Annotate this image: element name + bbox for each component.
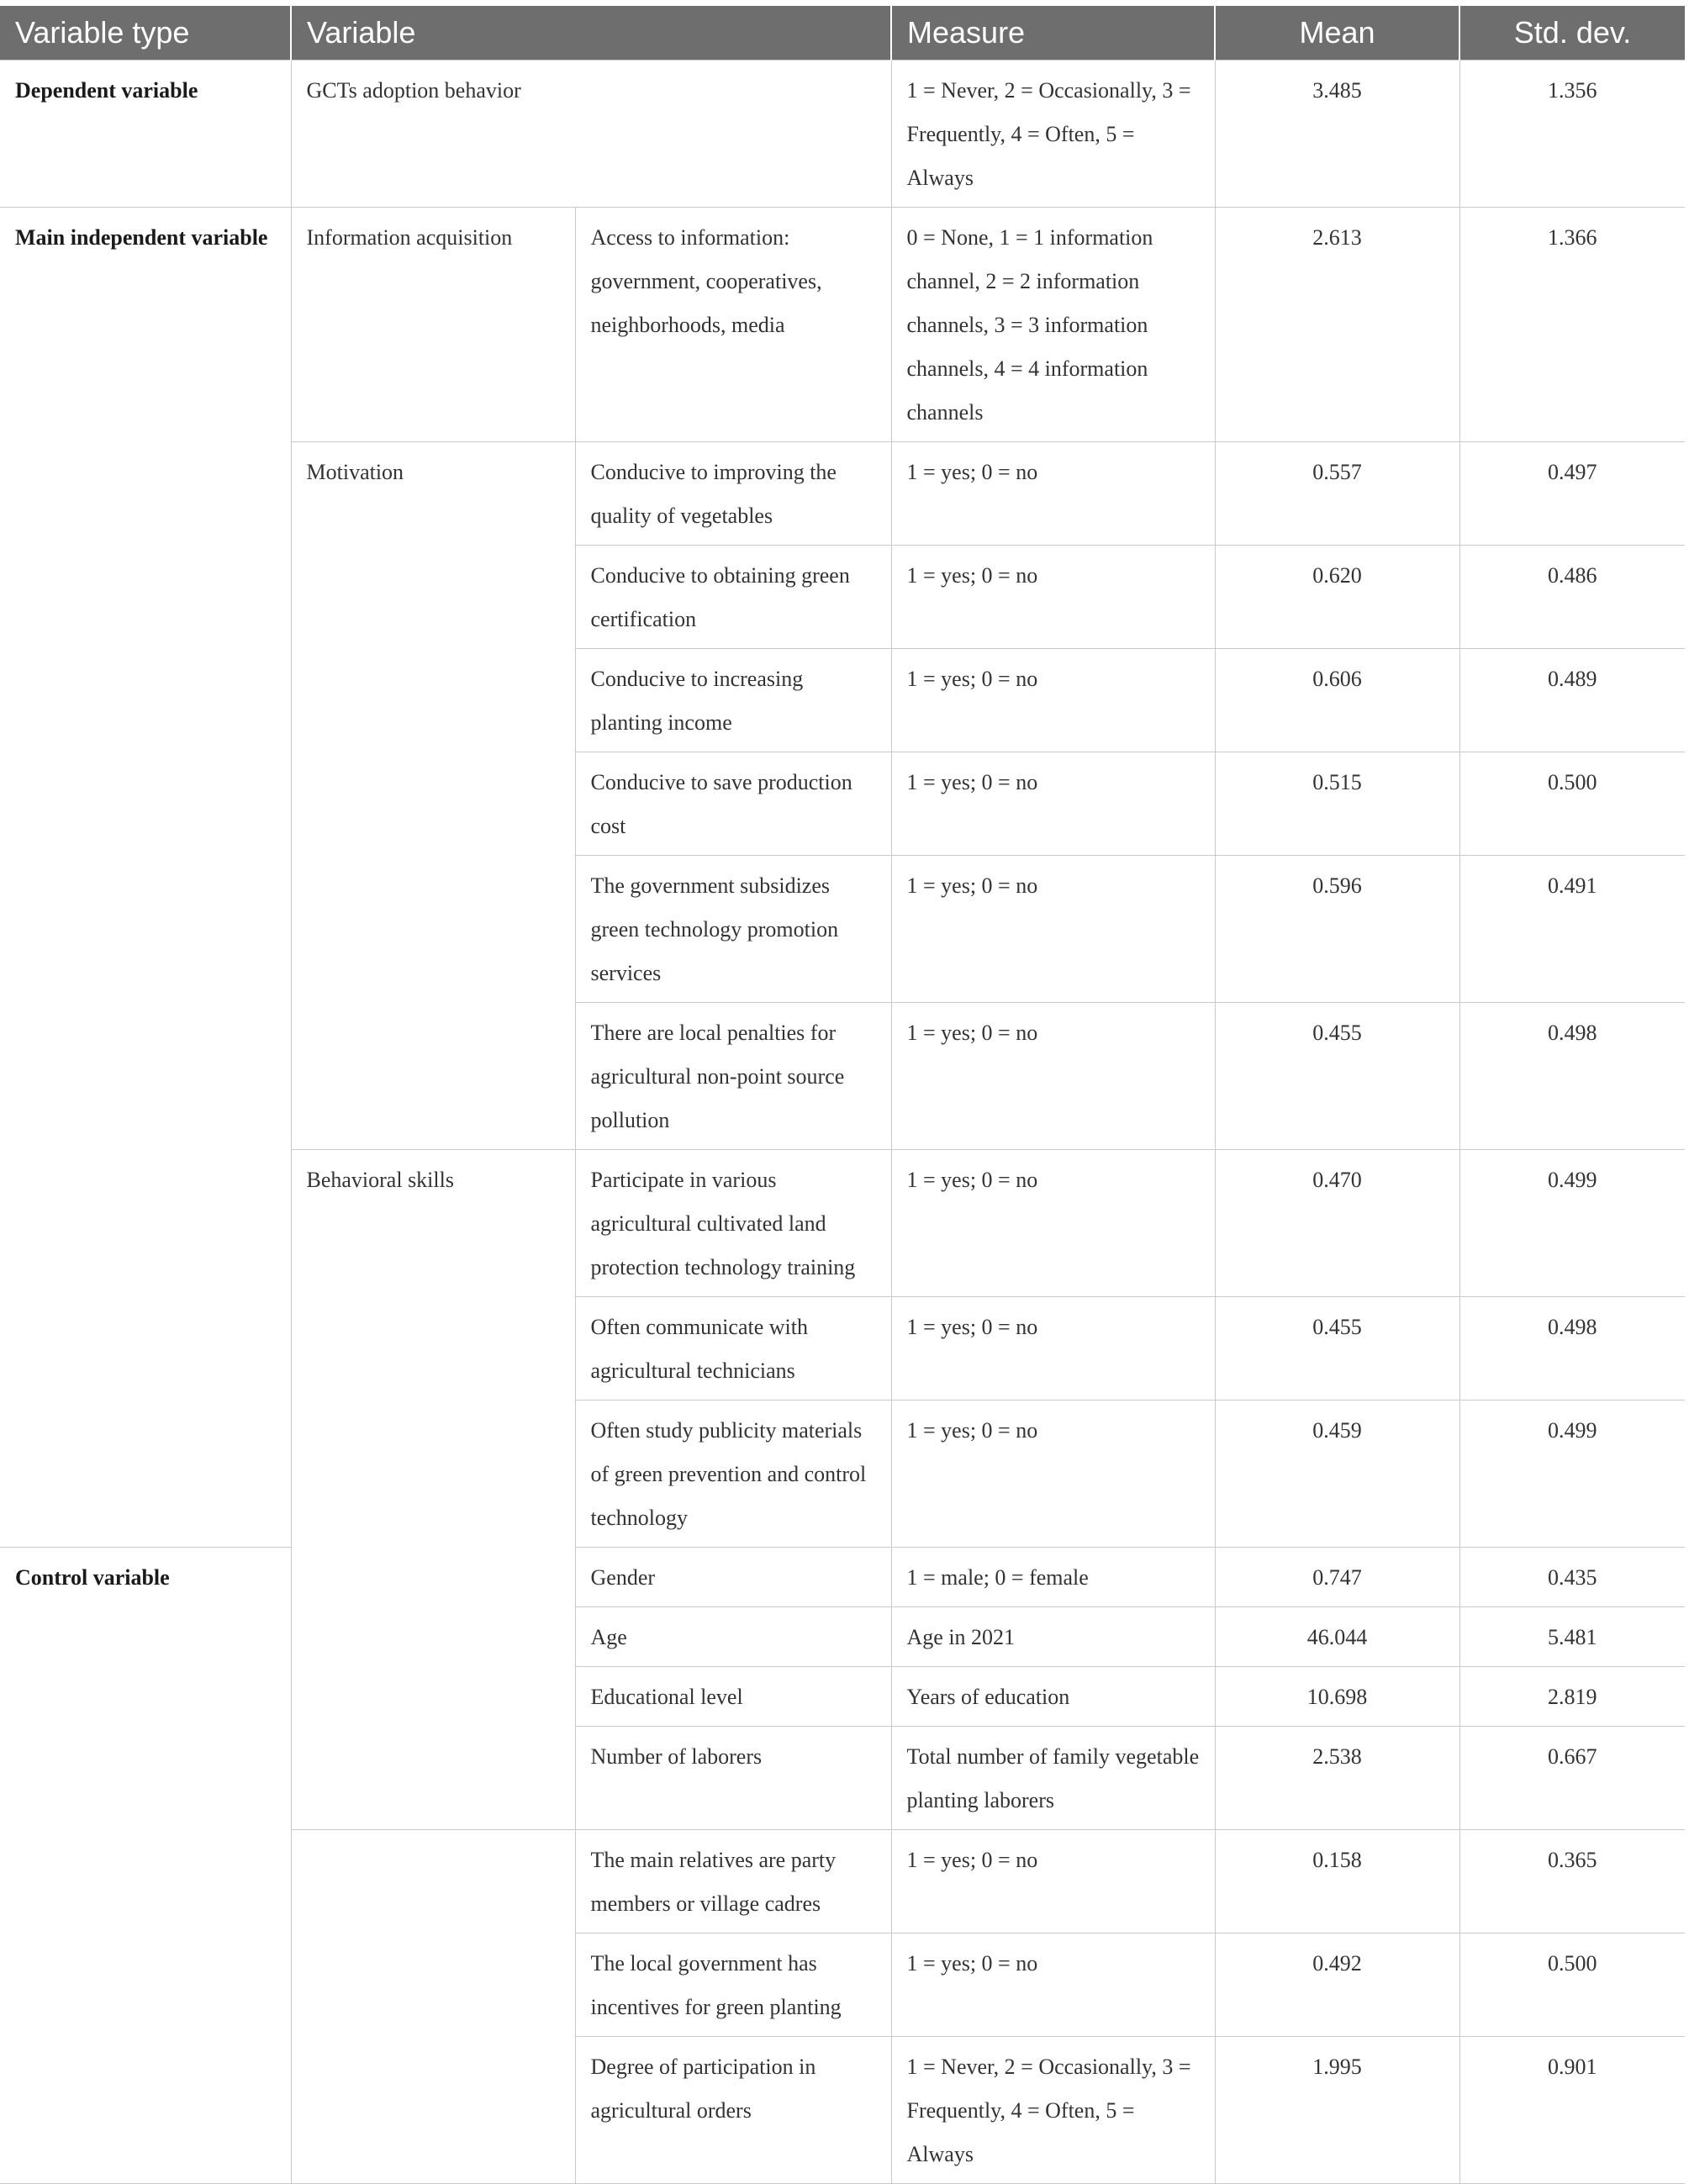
- measure-cell: 1 = yes; 0 = no: [891, 545, 1215, 648]
- mean-cell: 1.995: [1215, 2036, 1459, 2183]
- sd-cell: 0.489: [1459, 648, 1685, 752]
- sd-cell: 0.500: [1459, 1933, 1685, 2036]
- sd-cell: 0.498: [1459, 1002, 1685, 1149]
- table-row: [0, 207, 1685, 441]
- item-cell: Number of laborers: [575, 1726, 891, 1829]
- measure-cell: 0 = None, 1 = 1 information channel, 2 = 2 information channels, 3 = 3 information channels, 4 = 4 information channels: [891, 207, 1215, 441]
- mean-cell: 0.455: [1215, 1002, 1459, 1149]
- mean-cell: 0.470: [1215, 1149, 1459, 1296]
- item-cell: Participate in various agricultural cultivated land protection technology training: [575, 1149, 891, 1296]
- variable-type-control: Control variable: [0, 1547, 291, 2183]
- sd-cell: 0.498: [1459, 1296, 1685, 1400]
- table-row: [0, 60, 1685, 207]
- header-variable: Variable: [291, 6, 891, 60]
- item-cell: Conducive to obtaining green certification: [575, 545, 891, 648]
- measure-cell: 1 = yes; 0 = no: [891, 1829, 1215, 1933]
- item-cell: The local government has incentives for green planting: [575, 1933, 891, 2036]
- sd-cell: 0.491: [1459, 855, 1685, 1002]
- sd-cell: 0.499: [1459, 1149, 1685, 1296]
- item-cell: There are local penalties for agricultural non-point source pollution: [575, 1002, 891, 1149]
- sd-cell: 5.481: [1459, 1606, 1685, 1666]
- header-variable-type: Variable type: [0, 6, 291, 60]
- sd-cell: 2.819: [1459, 1666, 1685, 1726]
- variable-type-main-independent: Main independent variable: [0, 207, 291, 1547]
- measure-cell: 1 = yes; 0 = no: [891, 1400, 1215, 1547]
- table-header-row: [0, 6, 1685, 60]
- variable-type-dependent: Dependent variable: [0, 60, 291, 207]
- mean-cell: 3.485: [1215, 60, 1459, 207]
- variable-group-information-acquisition: Information acquisition: [291, 207, 575, 441]
- mean-cell: 0.620: [1215, 545, 1459, 648]
- measure-cell: 1 = Never, 2 = Occasionally, 3 = Frequently, 4 = Often, 5 = Always: [891, 2036, 1215, 2183]
- measure-cell: Age in 2021: [891, 1606, 1215, 1666]
- item-cell: Conducive to increasing planting income: [575, 648, 891, 752]
- measure-cell: 1 = yes; 0 = no: [891, 648, 1215, 752]
- mean-cell: 0.455: [1215, 1296, 1459, 1400]
- item-cell: Degree of participation in agricultural orders: [575, 2036, 891, 2183]
- measure-cell: 1 = yes; 0 = no: [891, 1296, 1215, 1400]
- item-cell: Often communicate with agricultural technicians: [575, 1296, 891, 1400]
- item-cell: Often study publicity materials of green prevention and control technology: [575, 1400, 891, 1547]
- header-mean: Mean: [1215, 6, 1459, 60]
- sd-cell: 0.901: [1459, 2036, 1685, 2183]
- mean-cell: 2.613: [1215, 207, 1459, 441]
- measure-cell: 1 = yes; 0 = no: [891, 1002, 1215, 1149]
- mean-cell: 46.044: [1215, 1606, 1459, 1666]
- measure-cell: 1 = male; 0 = female: [891, 1547, 1215, 1606]
- mean-cell: 0.557: [1215, 441, 1459, 545]
- mean-cell: 0.515: [1215, 752, 1459, 855]
- item-cell: Conducive to save production cost: [575, 752, 891, 855]
- measure-cell: 1 = yes; 0 = no: [891, 1933, 1215, 2036]
- sd-cell: 0.435: [1459, 1547, 1685, 1606]
- header-measure: Measure: [891, 6, 1215, 60]
- mean-cell: 0.459: [1215, 1400, 1459, 1547]
- mean-cell: 0.747: [1215, 1547, 1459, 1606]
- mean-cell: 0.596: [1215, 855, 1459, 1002]
- measure-cell: 1 = yes; 0 = no: [891, 441, 1215, 545]
- header-std-dev: Std. dev.: [1459, 6, 1685, 60]
- measure-cell: 1 = Never, 2 = Occasionally, 3 = Frequently, 4 = Often, 5 = Always: [891, 60, 1215, 207]
- sd-cell: 0.500: [1459, 752, 1685, 855]
- item-cell: Educational level: [575, 1666, 891, 1726]
- mean-cell: 2.538: [1215, 1726, 1459, 1829]
- measure-cell: 1 = yes; 0 = no: [891, 752, 1215, 855]
- mean-cell: 0.492: [1215, 1933, 1459, 2036]
- sd-cell: 0.499: [1459, 1400, 1685, 1547]
- item-cell: The government subsidizes green technology promotion services: [575, 855, 891, 1002]
- variable-group-behavioral-skills: Behavioral skills: [291, 1149, 575, 1829]
- measure-cell: 1 = yes; 0 = no: [891, 1149, 1215, 1296]
- variable-group-motivation: Motivation: [291, 441, 575, 1149]
- item-cell: Conducive to improving the quality of vegetables: [575, 441, 891, 545]
- mean-cell: 0.606: [1215, 648, 1459, 752]
- sd-cell: 0.497: [1459, 441, 1685, 545]
- measure-cell: Years of education: [891, 1666, 1215, 1726]
- sd-cell: 0.365: [1459, 1829, 1685, 1933]
- sd-cell: 0.667: [1459, 1726, 1685, 1829]
- sd-cell: 1.366: [1459, 207, 1685, 441]
- variable-group-empty: [291, 1829, 575, 2183]
- table-row: [0, 1547, 1685, 1606]
- variables-table: [0, 6, 1685, 2184]
- sd-cell: 1.356: [1459, 60, 1685, 207]
- measure-cell: Total number of family vegetable planting laborers: [891, 1726, 1215, 1829]
- item-cell: Age: [575, 1606, 891, 1666]
- item-cell: The main relatives are party members or village cadres: [575, 1829, 891, 1933]
- measure-cell: 1 = yes; 0 = no: [891, 855, 1215, 1002]
- mean-cell: 10.698: [1215, 1666, 1459, 1726]
- variable-cell: GCTs adoption behavior: [291, 60, 891, 207]
- sd-cell: 0.486: [1459, 545, 1685, 648]
- mean-cell: 0.158: [1215, 1829, 1459, 1933]
- item-cell: Gender: [575, 1547, 891, 1606]
- item-cell: Access to information: government, cooperatives, neighborhoods, media: [575, 207, 891, 441]
